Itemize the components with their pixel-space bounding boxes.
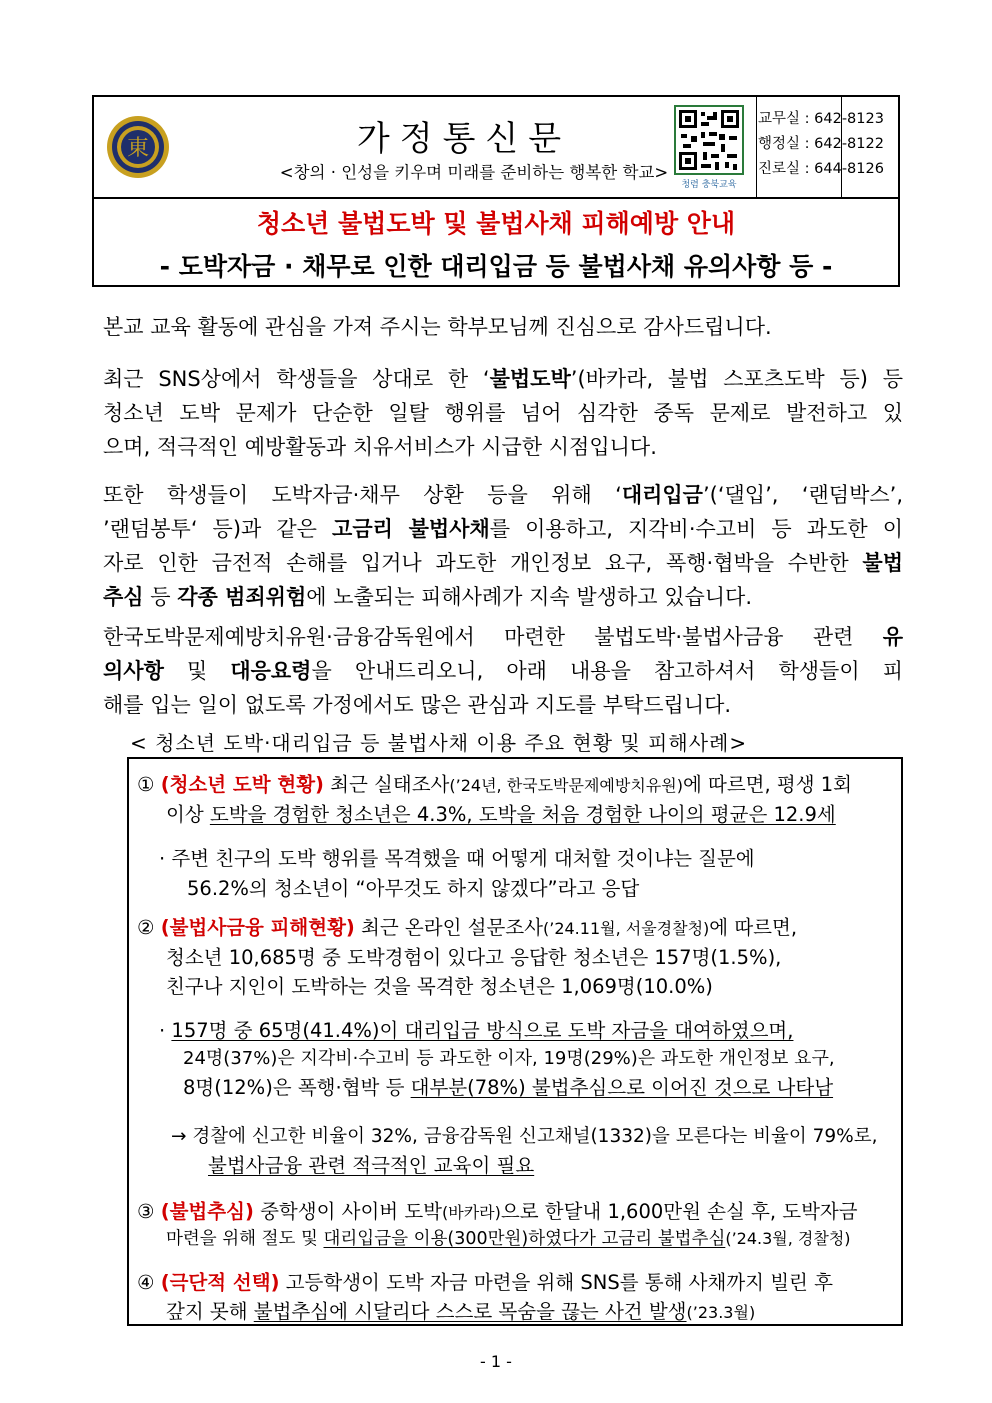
case-2-arrow-1: → 경찰에 신고한 비율이 32%, 금융감독원 신고채널(1332)을 모른다는 비율이 79%로, xyxy=(171,1126,878,1147)
page-title: 가정통신문 xyxy=(356,119,572,159)
case-2-line-2: 청소년 10,685명 중 도박경험이 있다고 응답한 청소년은 157명(1.5%), xyxy=(166,946,782,969)
case-1-bullet-1: · 주변 친구의 도박 행위를 목격했을 때 어떻게 대처할 것이냐는 질문에 xyxy=(159,847,755,870)
paragraph-loan-issue: 또한 학생들이 도박자금·채무 상환 등을 위해 ‘대리입금’(‘댈입’, ‘랜덤박스’, ’랜덤봉투‘ 등)과 같은 고금리 불법사채를 이용하고, 지각비·수고비 등 과도한 이 자로 인한 금전적 손해를 입거나 과도한 개인정보 요구, 폭행·협박을 수반한 불법 추심 등 각종 범죄위험에 노출되는 피해사례가 지속 발생하고 있습니다. xyxy=(103,483,903,609)
paragraph-request: 한국도박문제예방치유원·금융감독원에서 마련한 불법도박·불법사금융 관련 유 의사항 및 대응요령을 안내드리오니, 아래 내용을 참고하셔서 학생들이 피 해를 입는 일이 없도록 가정에서도 많은 관심과 지도를 부탁드립니다. xyxy=(103,625,903,717)
school-motto: <창의 · 인성을 키우며 미래를 준비하는 행복한 학교> xyxy=(279,163,669,182)
divider xyxy=(94,197,898,199)
contact-item: 행정실 : 642-8122 xyxy=(758,136,884,152)
paragraph-gambling-issue: 최근 SNS상에서 학생들을 상대로 한 ‘불법도박’(바카라, 불법 스포츠도박 등) 등 청소년 도박 문제가 단순한 일탈 행위를 넘어 심각한 중독 문제로 발전하고 있 으며, 적극적인 예방활동과 치유서비스가 시급한 시점입니다. xyxy=(103,367,904,459)
school-seal-icon xyxy=(106,115,170,179)
case-4-line-2: 갚지 못해 불법추심에 시달리다 스스로 목숨을 끊는 사건 발생(’23.3월) xyxy=(166,1300,756,1323)
subheadline: - 도박자금 · 채무로 인한 대리입금 등 불법사채 유의사항 등 - xyxy=(159,252,833,281)
svg-text:東: 東 xyxy=(126,136,150,161)
paragraph-greeting: 본교 교육 활동에 관심을 가져 주시는 학부모님께 진심으로 감사드립니다. xyxy=(103,315,772,339)
contact-list xyxy=(758,107,898,182)
contact-item: 진로실 : 644-8126 xyxy=(758,161,884,177)
section-title: < 청소년 도박·대리입금 등 불법사채 이용 주요 현황 및 피해사례> xyxy=(130,731,748,755)
contact-item: 교무실 : 642-8123 xyxy=(758,111,884,127)
case-2-line-3: 친구나 지인이 도박하는 것을 목격한 청소년은 1,069명(10.0%) xyxy=(166,975,713,998)
case-2-bullet-3: 8명(12%)은 폭행·협박 등 대부분(78%) 불법추심으로 이어진 것으로 나타남 xyxy=(183,1076,834,1099)
svg-text:청렴 충북교육: 청렴 충북교육 xyxy=(681,180,737,190)
case-1-bullet-2: 56.2%의 청소년이 “아무것도 하지 않겠다”라고 응답 xyxy=(187,877,640,900)
case-2-arrow-2: 불법사금융 관련 적극적인 교육이 필요 xyxy=(208,1154,535,1177)
cases-box xyxy=(127,757,903,1326)
case-1-line-2: 이상 도박을 경험한 청소년은 4.3%, 도박을 처음 경험한 나이의 평균은 12.9세 xyxy=(166,803,836,826)
case-1-line-1: ① (청소년 도박 현황) 최근 실태조사(’24년, 한국도박문제예방치유원)에 따르면, 평생 1회 xyxy=(137,773,853,796)
case-4-line-1: ④ (극단적 선택) 고등학생이 도박 자금 마련을 위해 SNS를 통해 사채까지 빌린 후 xyxy=(137,1271,833,1294)
case-3-line-1: ③ (불법추심) 중학생이 사이버 도박(바카라)으로 한달내 1,600만원 손실 후, 도박자금 xyxy=(137,1200,858,1223)
case-2-bullet-2: 24명(37%)은 지각비·수고비 등 과도한 이자, 19명(29%)은 과도한 개인정보 요구, xyxy=(183,1048,835,1069)
case-3-line-2: 마련을 위해 절도 및 대리입금을 이용(300만원)하였다가 고금리 불법추심(’24.3월, 경찰청) xyxy=(166,1229,851,1249)
qr-code-icon[interactable] xyxy=(670,103,748,191)
case-2-line-1: ② (불법사금융 피해현황) 최근 온라인 설문조사(’24.11월, 서울경찰청)에 따르면, xyxy=(137,916,798,939)
header-box xyxy=(92,95,900,287)
page-number: - 1 - xyxy=(480,1352,512,1371)
divider xyxy=(756,97,757,197)
case-2-bullet-1: · 157명 중 65명(41.4%)이 대리입금 방식으로 도박 자금을 대여하였으며, xyxy=(159,1019,794,1042)
headline: 청소년 불법도박 및 불법사채 피해예방 안내 xyxy=(256,209,736,238)
